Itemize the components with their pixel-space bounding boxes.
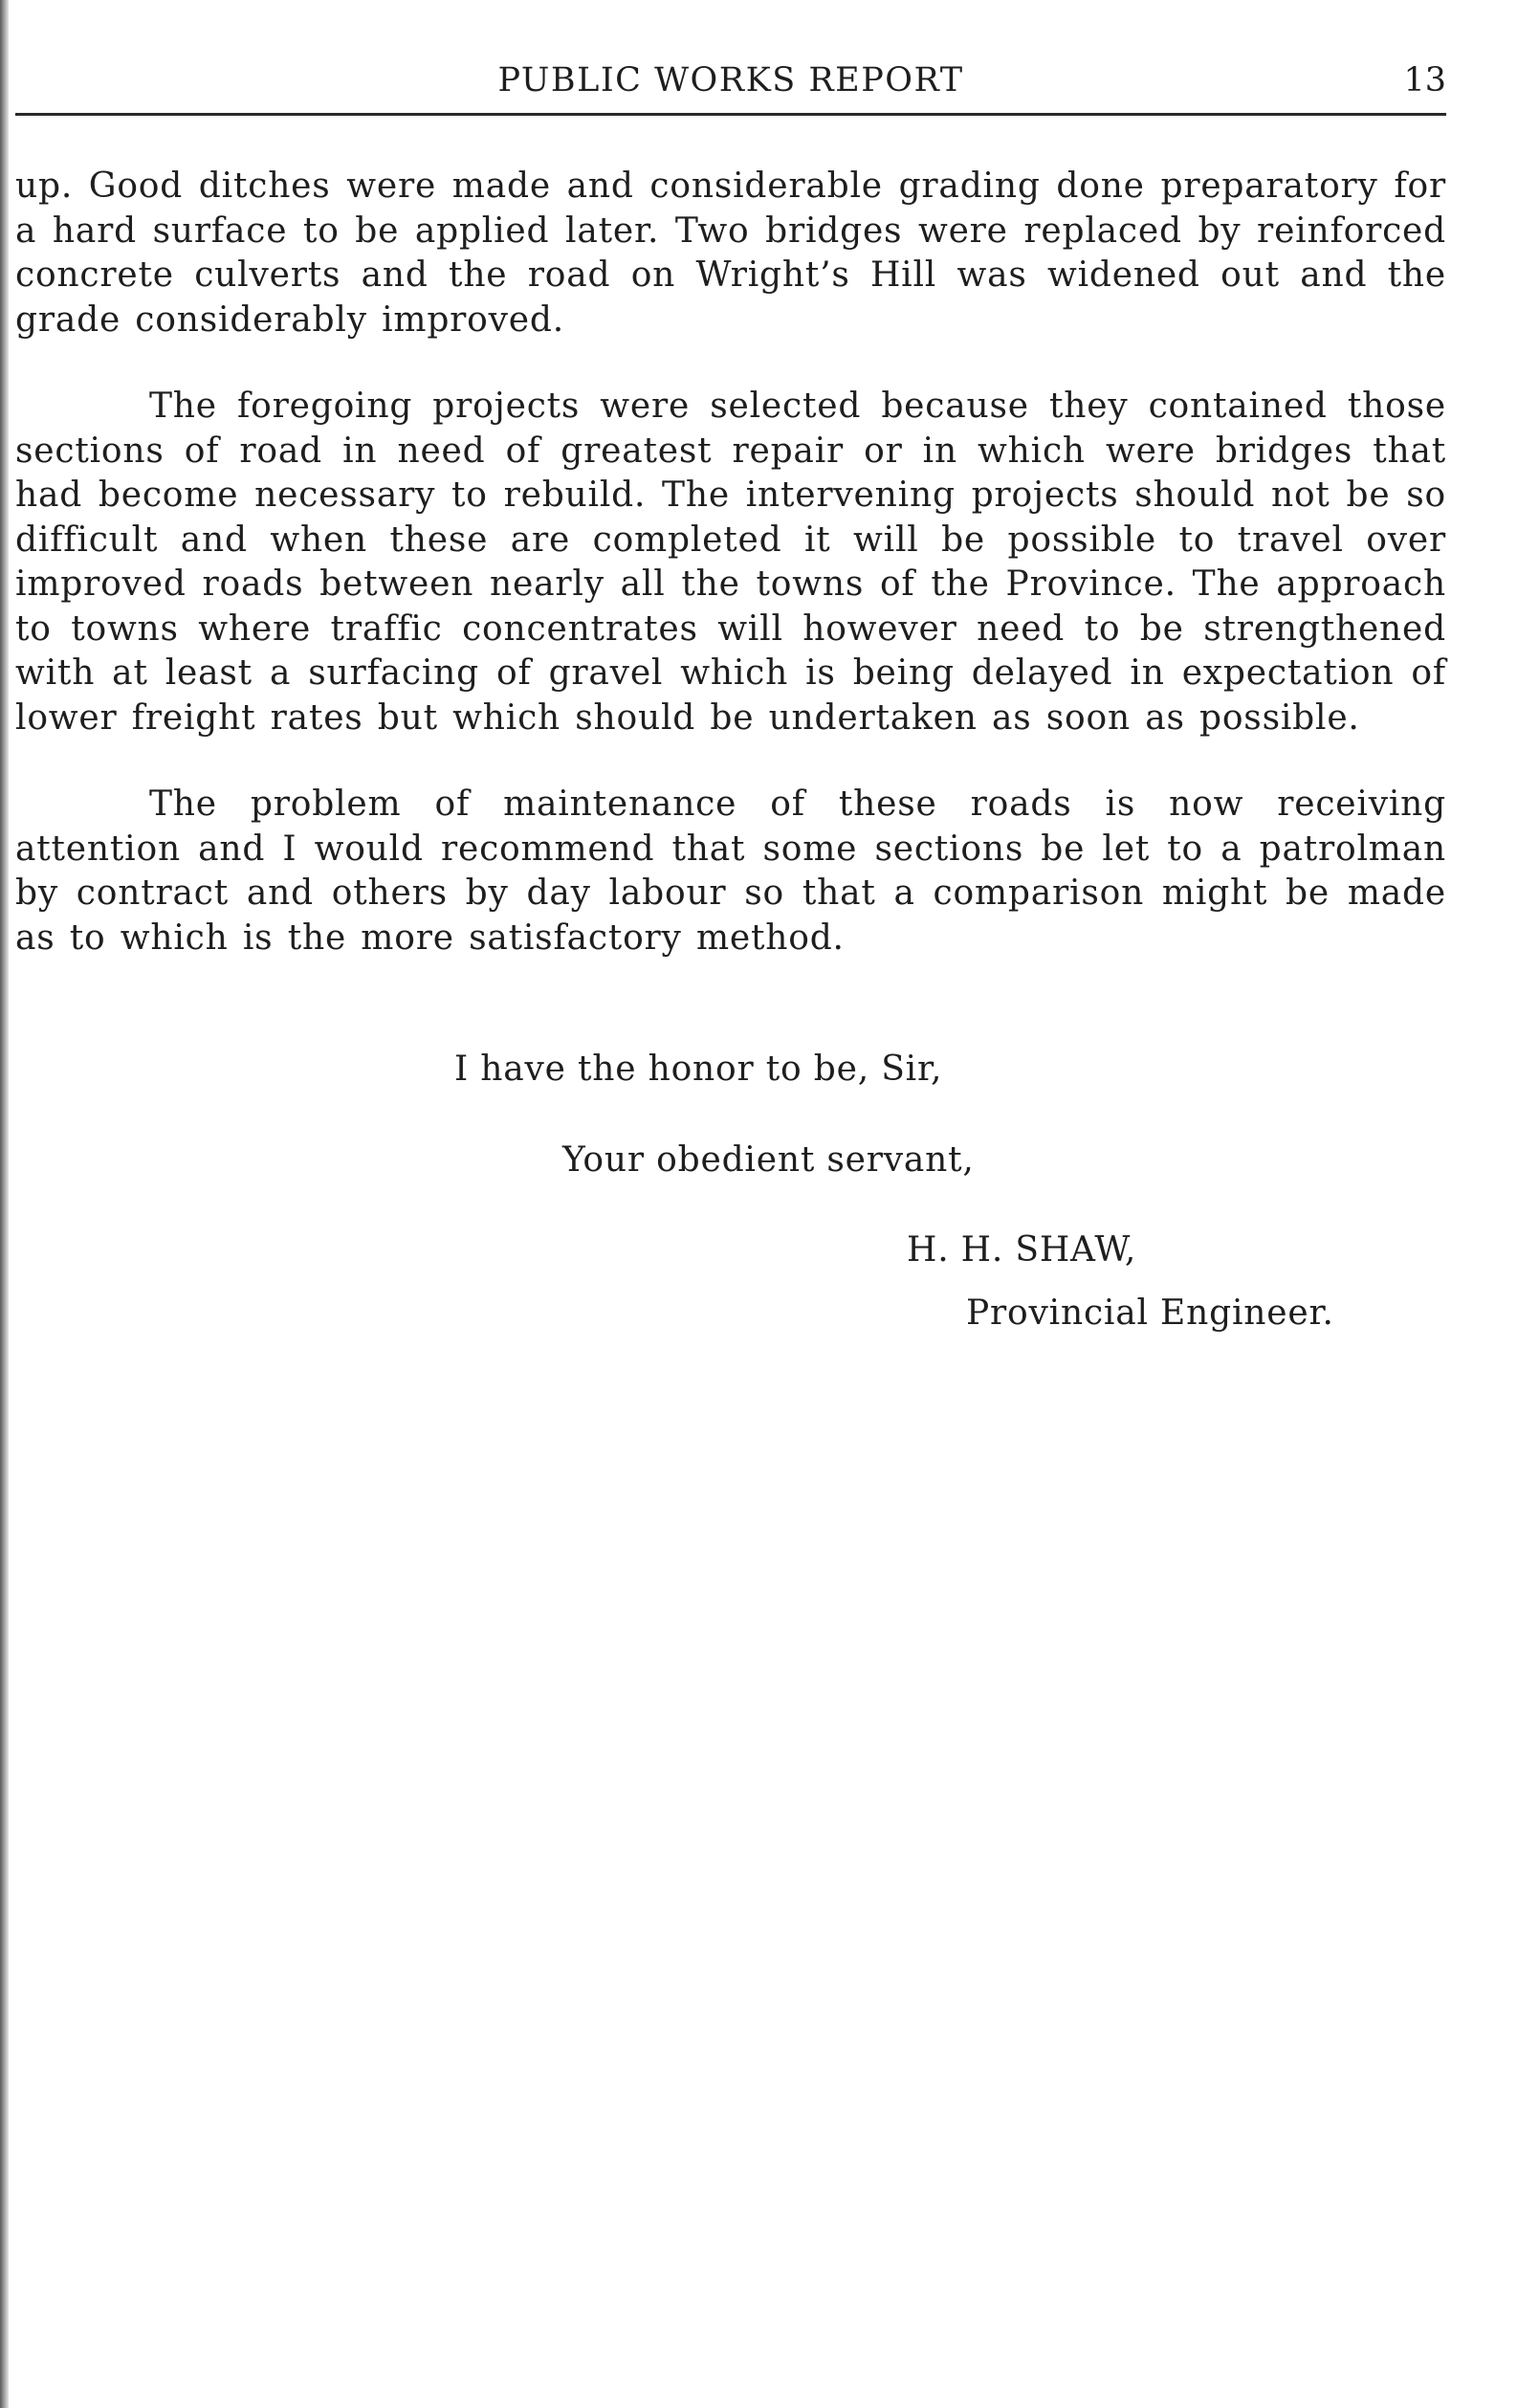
paragraph-maintenance: The problem of maintenance of these roads is now receiving attention and I would recommend that some sections be let to a patrolman by contract and others by day labour so that a comparison might be made as to which is the more satisfactory method.	[15, 784, 1446, 958]
page-number: 13	[1403, 61, 1446, 99]
running-head	[15, 55, 1446, 105]
signer-name: H. H. SHAW,	[907, 1230, 1137, 1270]
running-title: PUBLIC WORKS REPORT	[497, 61, 964, 99]
closing-salutation: I have the honor to be, Sir,	[454, 1049, 943, 1089]
header-rule	[15, 113, 1446, 116]
paragraph-projects: The foregoing projects were selected because they contained those sections of road in need of greatest repair or in which were bridges that had become necessary to rebuild. The intervening projects should not be so difficult and when these are completed it will be possible to travel over improved roads between nearly all the towns of the Province. The approach to towns where traffic concentrates will however need to be strengthened with at least a surfacing of gravel which is being delayed in expectation of lower freight rates but which should be undertaken as soon as possible.	[15, 387, 1446, 738]
closing-servant: Your obedient servant,	[562, 1140, 975, 1180]
body-text	[15, 165, 1446, 1003]
paragraph-roadwork: up. Good ditches were made and considerable grading done preparatory for a hard surface to be applied later. Two bridges were replaced by reinforced concrete culverts and the road on Wright’s Hill was widened out and the grade considerably improved.	[15, 166, 1446, 340]
signer-title: Provincial Engineer.	[966, 1293, 1334, 1333]
